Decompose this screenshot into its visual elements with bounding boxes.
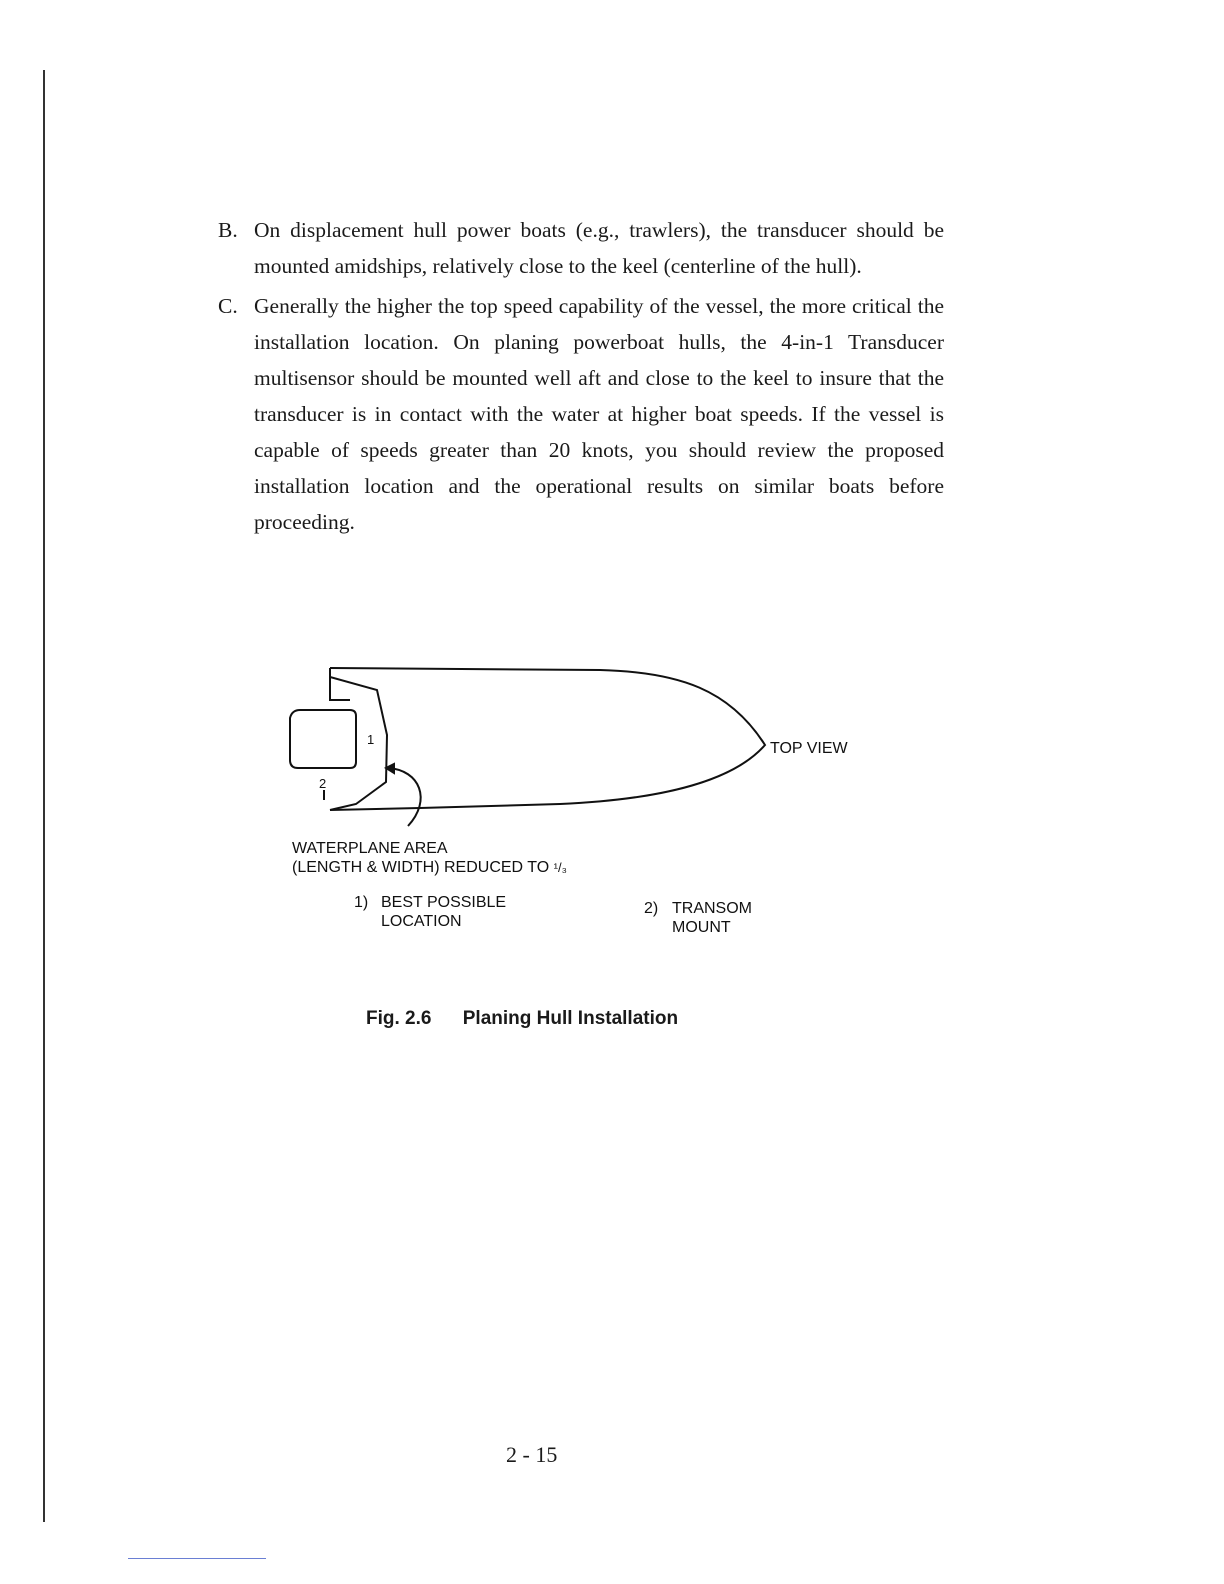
legend-2-line-2: MOUNT <box>672 919 731 936</box>
marker-1-text: 1 <box>367 732 375 747</box>
legend-best-location <box>354 893 507 930</box>
waterplane-fraction: ¹/₃ <box>553 860 567 875</box>
legend-transom-mount <box>644 899 752 936</box>
list-text-b: On displacement hull power boats (e.g., trawlers), the transducer should be mounted amidships, relatively close to the keel (centerline of the hull). <box>254 218 944 278</box>
bottom-rule <box>128 1558 266 1559</box>
waterplane-text: (LENGTH & WIDTH) REDUCED TO <box>292 859 550 876</box>
waterplane-line-2 <box>292 858 567 877</box>
figure-number: Fig. 2.6 <box>366 1008 432 1029</box>
page-number: 2 - 15 <box>506 1442 558 1467</box>
hull-outline <box>330 668 765 808</box>
figure-caption <box>366 1008 678 1030</box>
legend-2-line-1: TRANSOM <box>672 900 752 917</box>
legend-1-line-2: LOCATION <box>381 913 462 930</box>
bottom-arc-line <box>330 808 420 810</box>
transom-bracket <box>330 668 350 700</box>
waterplane-line-1: WATERPLANE AREA <box>292 840 448 857</box>
legend-2-number: 2) <box>644 900 659 917</box>
transom-mount-box <box>290 710 356 768</box>
legend-1-line-1: BEST POSSIBLE <box>381 894 507 911</box>
view-label: TOP VIEW <box>770 740 848 757</box>
legend-1-number: 1) <box>354 894 369 911</box>
figure-title: Planing Hull Installation <box>462 1008 679 1029</box>
list-marker-c: C. <box>218 294 238 318</box>
list-text-c: Generally the higher the top speed capability of the vessel, the more critical the installation location. On planing powerboat hulls, the 4-in-1 Transducer multisensor should be mounted well aft and close to the keel to insure that the transducer is in contact with the water at higher boat speeds. If the vessel is capable of speeds greater than 20 knots, you should review the proposed installation location and the operational results on similar boats before proceeding. <box>254 294 944 534</box>
marker-2-text: 2 <box>319 776 327 791</box>
leader-arc <box>388 768 421 826</box>
list-marker-b: B. <box>218 218 238 242</box>
waterplane-label <box>292 839 567 877</box>
aft-compartment-outline <box>330 668 387 810</box>
